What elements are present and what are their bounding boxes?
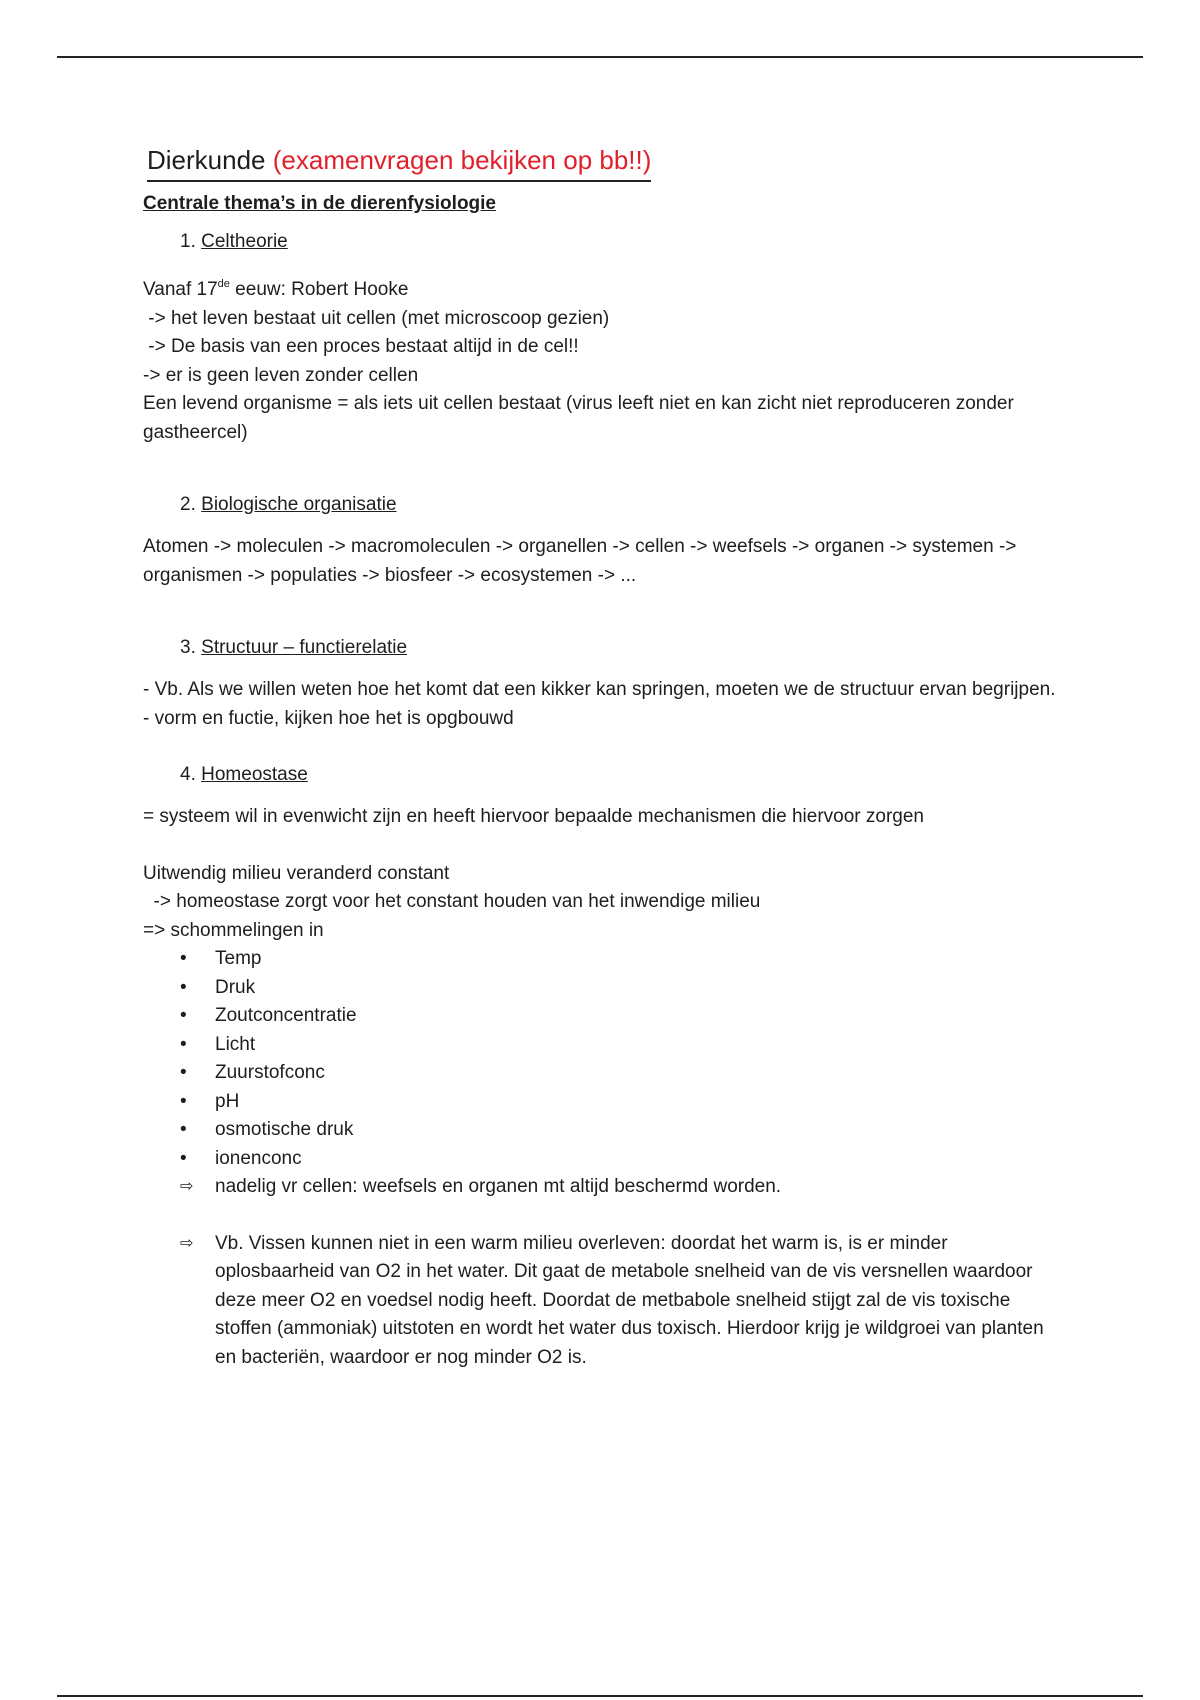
list-item: • Zuurstofconc <box>180 1059 1063 1088</box>
header-rule <box>57 56 1143 58</box>
section-number: 2. <box>180 494 196 515</box>
list-item: • Temp <box>180 945 1063 974</box>
list-item: • pH <box>180 1088 1063 1117</box>
section-label: Celtheorie <box>201 231 288 252</box>
text-line: -> er is geen leven zonder cellen <box>143 364 419 386</box>
arrow-item: ⇨ nadelig vr cellen: weefsels en organen mt altijd beschermd worden. <box>143 1173 1063 1202</box>
list-item: • ionenconc <box>180 1145 1063 1174</box>
arrow-right-icon: ⇨ <box>180 1178 194 1195</box>
section-label: Homeostase <box>201 764 308 785</box>
text-line: = systeem wil in evenwicht zijn en heeft hiervoor bepaalde mechanismen die hiervoor zorgen <box>143 806 925 827</box>
section-label: Structuur – functierelatie <box>201 637 408 658</box>
section-heading-homeostase <box>180 761 1063 789</box>
bullet-icon: • <box>180 1090 187 1112</box>
section-number: 1. <box>180 231 196 252</box>
bullet-icon: • <box>180 1147 187 1169</box>
bullet-icon: • <box>180 948 187 969</box>
bullet-icon: • <box>180 1005 187 1026</box>
arrow-right-icon: ⇨ <box>180 1234 194 1252</box>
list-item: • Licht <box>180 1031 1063 1060</box>
section-number: 4. <box>180 764 196 785</box>
text-line: Atomen -> moleculen -> macromoleculen -> organellen -> cellen -> weefsels -> organen -> systemen -> organismen -> populaties -> biosfeer -> ecosystemen -> ... <box>143 536 1017 586</box>
bullet-icon: • <box>180 1033 187 1055</box>
bullet-icon: • <box>180 976 187 998</box>
section-number: 3. <box>180 637 196 658</box>
document-page <box>143 140 1063 1372</box>
bullet-icon: • <box>180 1119 187 1140</box>
bullet-icon: • <box>180 1062 187 1083</box>
list-item: • osmotische druk <box>180 1116 1063 1145</box>
title-note: (examenvragen bekijken op bb!!) <box>272 145 652 175</box>
text-line: - Vb. Als we willen weten hoe het komt dat een kikker kan springen, moeten we de structuur ervan begrijpen. <box>143 679 1056 700</box>
section-heading-celtheorie <box>180 228 1063 256</box>
bullet-list <box>143 945 1063 1173</box>
section-body-homeostase <box>143 803 1063 1372</box>
page-title <box>147 140 651 182</box>
text-line: Uitwendig milieu veranderd constant <box>143 862 450 884</box>
section-heading-biologische-organisatie <box>180 491 1063 519</box>
text-line: -> homeostase zorgt voor het constant houden van het inwendige milieu <box>143 891 761 912</box>
section-body-celtheorie <box>143 270 1063 447</box>
text-line: - vorm en fuctie, kijken hoe het is opgbouwd <box>143 707 514 729</box>
arrow-item: ⇨ Vb. Vissen kunnen niet in een warm milieu overleven: doordat het warm is, is er minder oplosbaarheid van O2 in het water. Dit gaat de metabole snelheid van de vis versnellen waardoor deze meer O2 en voedsel nodig heeft. Doordat de metbabole snelheid stijgt zal de vis toxische stoffen (ammoniak) uitstoten en wordt het water dus toxisch. Hierdoor krijg je wildgroei van planten en bacteriën, waardoor er nog minder O2 is. <box>143 1230 1063 1373</box>
title-main: Dierkunde <box>147 145 266 175</box>
text-line: -> De basis van een proces bestaat altijd in de cel!! <box>143 336 579 357</box>
text-line: -> het leven bestaat uit cellen (met microscoop gezien) <box>143 307 610 329</box>
section-heading-structuur-functierelatie <box>180 634 1063 662</box>
list-item: • Zoutconcentratie <box>180 1002 1063 1031</box>
footer-rule <box>57 1695 1143 1697</box>
page-subtitle: Centrale thema’s in de dierenfysiologie <box>143 193 497 214</box>
text-line: Een levend organisme = als iets uit cellen bestaat (virus leeft niet en kan zicht niet reproduceren zonder gastheercel) <box>143 393 1014 443</box>
list-item: • Druk <box>180 974 1063 1003</box>
text-line: => schommelingen in <box>143 919 324 941</box>
section-body-structuur <box>143 676 1063 733</box>
section-body-biologische-organisatie <box>143 533 1063 590</box>
section-label: Biologische organisatie <box>201 494 397 515</box>
text-line: Vanaf 17de eeuw: Robert Hooke <box>143 278 409 300</box>
